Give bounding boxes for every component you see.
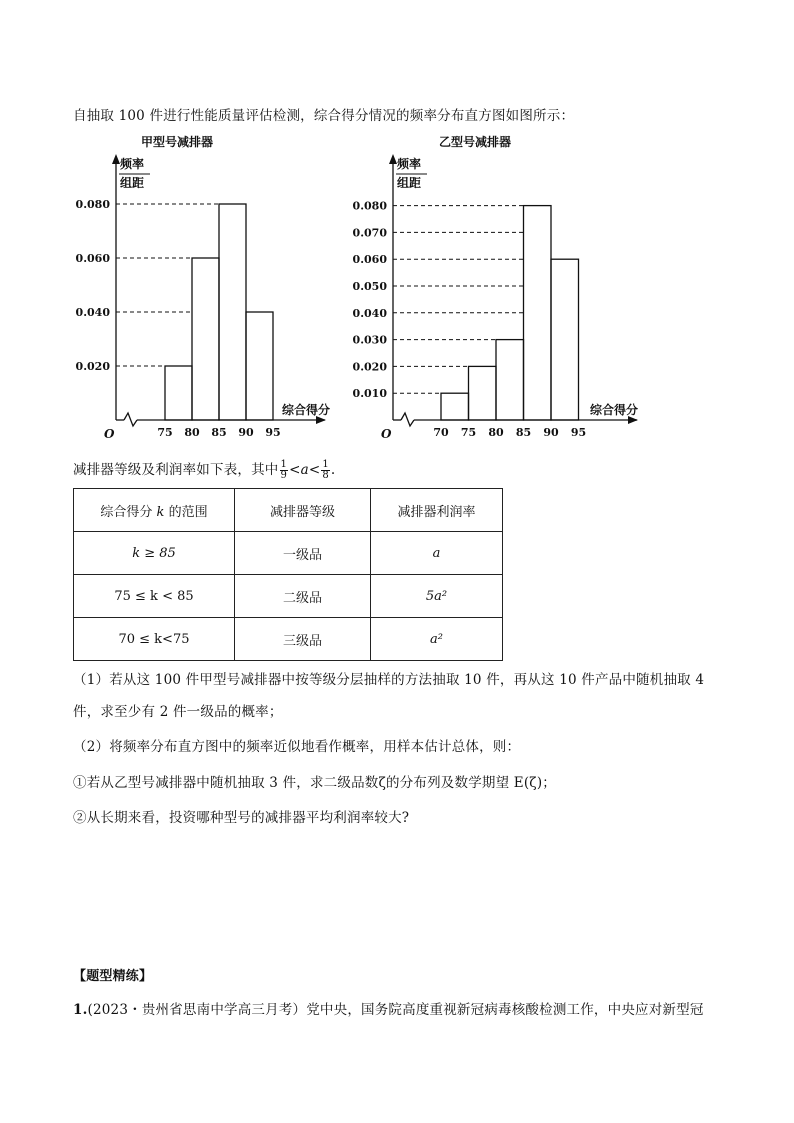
y-tick-label: 0.060 <box>75 252 110 265</box>
y-tick-label: 0.040 <box>352 306 387 320</box>
y-tick-label: 0.080 <box>75 198 110 211</box>
x-tick-label: 80 <box>488 426 504 439</box>
question-2-part-2: ②从长期来看，投资哪种型号的减排器平均利润率较大? <box>73 810 410 826</box>
histogram-bar <box>246 312 273 420</box>
fraction-one-eighth <box>321 460 330 481</box>
exercise-text: (2023・贵州省思南中学高三月考）党中央，国务院高度重视新冠病毒核酸检测工作，中央应对新型冠 <box>87 1002 704 1018</box>
fraction-numerator: 1 <box>280 459 288 470</box>
histogram-bar <box>496 340 524 420</box>
table-intro-text: 减排器等级及利润率如下表，其中 <box>73 462 279 478</box>
histogram-bar <box>192 258 219 420</box>
y-tick-label: 0.050 <box>352 280 387 293</box>
y-axis-arrow <box>112 154 120 164</box>
fraction-one-ninth <box>280 460 289 481</box>
header-text: 综合得分 <box>100 504 153 520</box>
table-row <box>74 575 503 618</box>
histogram-yi <box>340 130 660 440</box>
origin-label: O <box>381 427 392 440</box>
question-2: （2）将频率分布直方图中的频率近似地看作概率，用样本估计总体，则： <box>73 739 521 755</box>
histogram-bar <box>441 393 469 420</box>
exercise-number: 1. <box>73 1002 88 1018</box>
cell-range: k ≥ 85 <box>74 532 235 575</box>
y-tick-label: 0.020 <box>75 360 110 373</box>
x-axis-arrow <box>316 416 326 424</box>
header-profit-rate: 减排器利润率 <box>371 489 503 532</box>
chart-title: 乙型号减排器 <box>438 135 512 149</box>
fraction-denominator: 8 <box>322 470 329 481</box>
y-axis-label-numerator: 频率 <box>397 157 422 171</box>
grade-table <box>73 488 503 661</box>
cell-grade: 一级品 <box>235 532 371 575</box>
y-tick-label: 0.060 <box>352 253 387 267</box>
x-tick-label: 80 <box>184 426 200 439</box>
x-tick-label: 90 <box>238 426 254 439</box>
question-1-line-1: （1）若从这 100 件甲型号减排器中按等级分层抽样的方法抽取 10 件，再从这 10 件产品中随机抽取 4 <box>73 672 705 688</box>
header-text: 的范围 <box>168 504 208 520</box>
x-axis-arrow <box>628 416 638 424</box>
variable-a: a <box>300 462 309 478</box>
cell-range: 70 ≤ k<75 <box>74 618 235 661</box>
cell-grade: 二级品 <box>235 575 371 618</box>
y-tick-label: 0.030 <box>352 333 387 347</box>
header-score-range <box>74 489 235 532</box>
section-heading: 【题型精练】 <box>73 969 153 984</box>
histogram-bar <box>469 366 497 420</box>
less-than-sign: < <box>289 462 301 478</box>
cell-grade: 三级品 <box>235 618 371 661</box>
x-axis-label: 综合得分 <box>282 403 331 417</box>
y-axis-arrow <box>389 154 397 164</box>
histogram-jia <box>60 130 360 440</box>
less-than-sign: < <box>308 462 321 478</box>
x-tick-label: 95 <box>570 426 587 439</box>
x-axis-break <box>401 413 414 426</box>
x-tick-label: 70 <box>433 426 449 439</box>
table-row <box>74 532 503 575</box>
x-axis-break <box>124 413 137 426</box>
cell-range: 75 ≤ k < 85 <box>74 575 235 618</box>
histogram-bar <box>219 204 246 420</box>
table-header-row <box>74 489 503 532</box>
header-grade: 减排器等级 <box>235 489 371 532</box>
y-axis-label-denominator: 组距 <box>120 176 145 190</box>
y-tick-label: 0.040 <box>75 306 110 319</box>
question-1-line-2: 件，求至少有 2 件一级品的概率； <box>73 704 283 720</box>
histogram-bar <box>165 366 192 420</box>
x-tick-label: 85 <box>211 426 227 439</box>
x-axis-label: 综合得分 <box>590 403 639 417</box>
cell-rate: 5a² <box>371 575 503 618</box>
variable-k: k <box>156 504 165 520</box>
table-row <box>74 618 503 661</box>
y-tick-label: 0.020 <box>352 360 387 374</box>
x-tick-label: 85 <box>515 426 532 439</box>
table-intro <box>73 458 335 481</box>
exercise-1 <box>73 998 704 1018</box>
y-tick-label: 0.070 <box>352 226 387 240</box>
period: . <box>330 462 336 478</box>
origin-label: O <box>104 427 115 440</box>
x-tick-label: 75 <box>460 426 477 439</box>
fraction-denominator: 9 <box>280 470 288 481</box>
x-tick-label: 75 <box>157 426 173 439</box>
histogram-bar <box>524 206 552 420</box>
fraction-numerator: 1 <box>322 459 329 470</box>
question-2-part-1: ①若从乙型号减排器中随机抽取 3 件，求二级品数ζ的分布列及数学期望 E(ζ)； <box>73 775 556 791</box>
y-axis-label-numerator: 频率 <box>120 157 145 171</box>
cell-rate: a² <box>371 618 503 661</box>
y-tick-label: 0.080 <box>352 199 387 213</box>
y-tick-label: 0.010 <box>352 387 387 401</box>
x-tick-label: 90 <box>543 426 559 439</box>
chart-title: 甲型号减排器 <box>140 135 214 149</box>
cell-rate: a <box>371 532 503 575</box>
y-axis-label-denominator: 组距 <box>397 176 422 190</box>
intro-text: 自抽取 100 件进行性能质量评估检测，综合得分情况的频率分布直方图如图所示： <box>73 108 575 124</box>
x-tick-label: 95 <box>265 426 281 439</box>
histogram-bar <box>551 259 579 420</box>
